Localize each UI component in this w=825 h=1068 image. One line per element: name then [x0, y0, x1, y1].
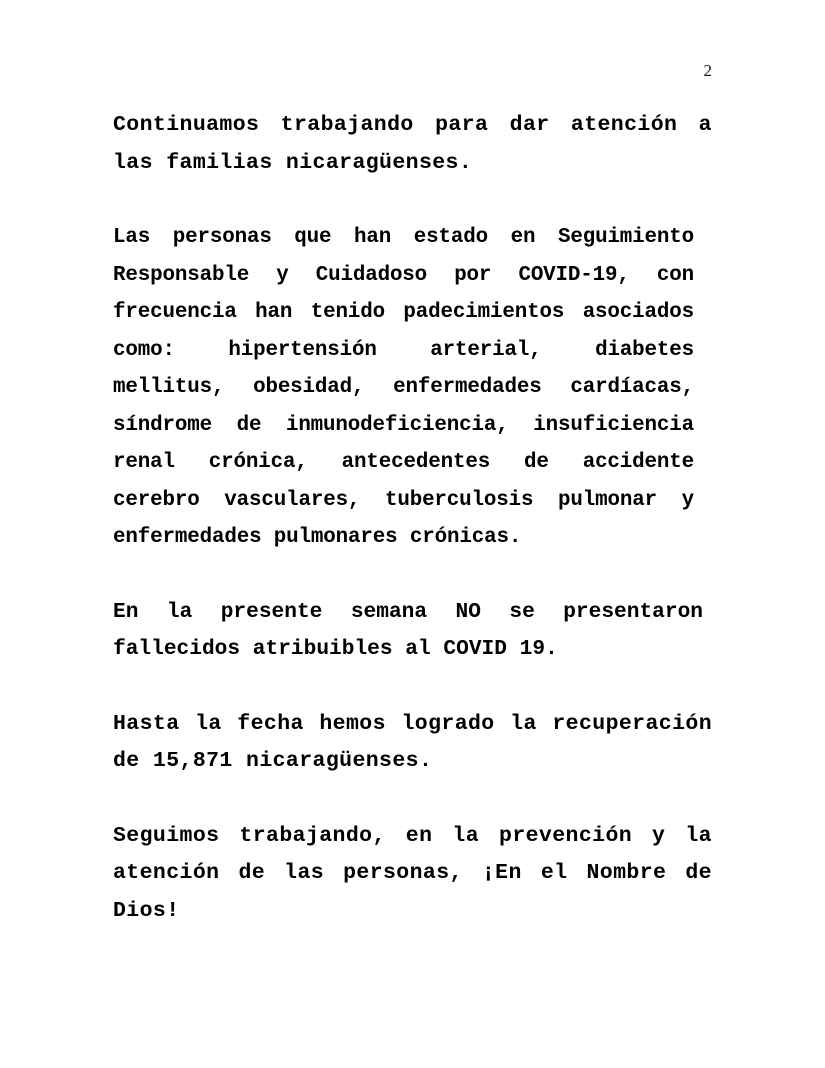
- paragraph-1: Continuamos trabajando para dar atención a las familias nicaragüenses.: [113, 113, 712, 175]
- page-number: 2: [703, 61, 712, 80]
- paragraph-3: En la presente semana NO se presentaron fallecidos atribuibles al COVID 19.: [113, 599, 704, 661]
- paragraph-2: Las personas que han estado en Seguimiento Responsable y Cuidadoso por COVID-19, con frecuencia han tenido padecimientos asociados como: hipertensión arterial, diabetes mellitus, obesidad, enfermedades cardíacas, síndrome de inmunodeficiencia, insuficiencia renal crónica, antecedentes de accidente cerebro vasculares, tuberculosis pulmonar y enfermedades pulmonares crónicas.: [113, 225, 695, 549]
- document-body: [113, 107, 712, 930]
- paragraph-5: Seguimos trabajando, en la prevención y la atención de las personas, ¡En el Nombre de Dios!: [113, 823, 712, 923]
- paragraph-4: Hasta la fecha hemos logrado la recuperación de 15,871 nicaragüenses.: [113, 711, 712, 773]
